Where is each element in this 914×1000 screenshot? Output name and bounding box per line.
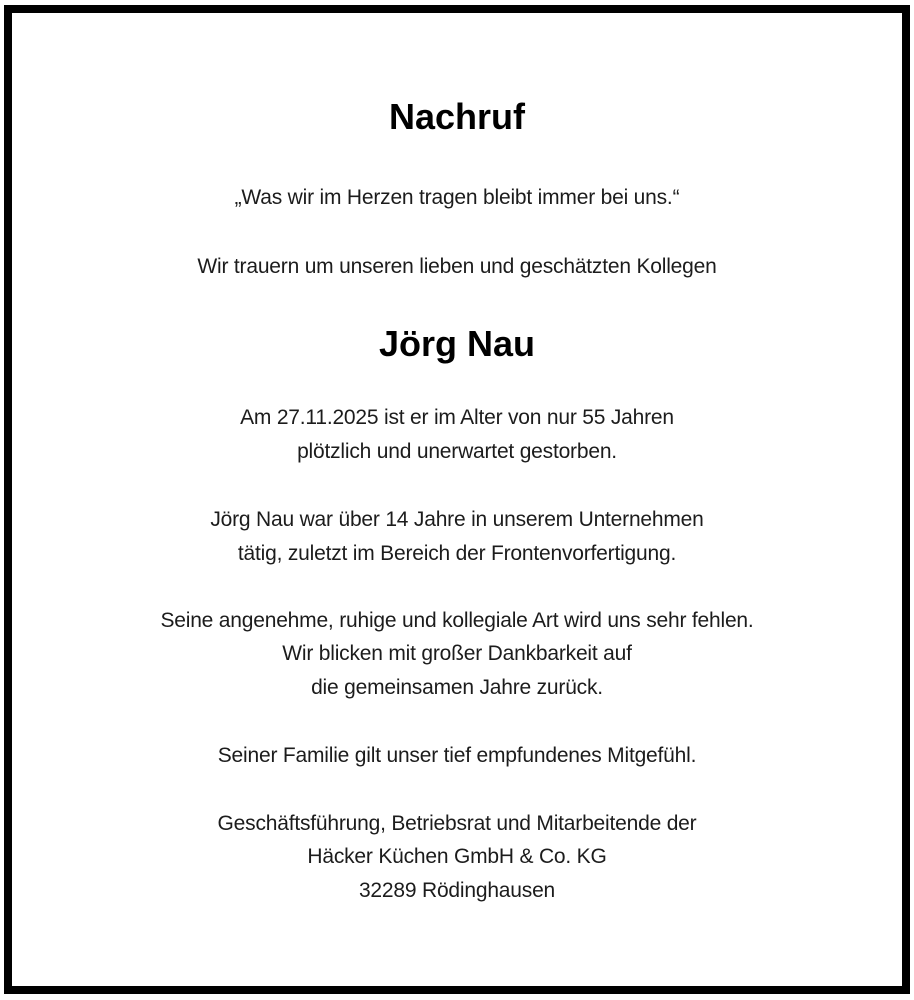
tribute-line-3: die gemeinsamen Jahre zurück. <box>311 676 603 699</box>
deceased-name: Jörg Nau <box>378 323 536 364</box>
intro-text: Wir trauern um unseren lieben und geschätzten Kollegen <box>197 255 717 278</box>
signature-company: Häcker Küchen GmbH & Co. KG <box>307 845 607 868</box>
career-line-2: tätig, zuletzt im Bereich der Frontenvorfertigung. <box>237 542 677 565</box>
signature-location: 32289 Rödinghausen <box>358 879 556 902</box>
tribute-line-2: Wir blicken mit großer Dankbarkeit auf <box>282 642 632 665</box>
death-notice-line-2: plötzlich und unerwartet gestorben. <box>297 440 617 463</box>
condolence-text: Seiner Familie gilt unser tief empfundenes Mitgefühl. <box>217 744 697 767</box>
tribute-line-1: Seine angenehme, ruhige und kollegiale Art wird uns sehr fehlen. <box>160 609 754 632</box>
memorial-quote: „Was wir im Herzen tragen bleibt immer bei uns.“ <box>234 186 680 209</box>
death-notice-line-1: Am 27.11.2025 ist er im Alter von nur 55 Jahren <box>240 406 674 429</box>
signature-line-1: Geschäftsführung, Betriebsrat und Mitarbeitende der <box>217 812 697 835</box>
obituary-title: Nachruf <box>388 96 526 137</box>
career-line-1: Jörg Nau war über 14 Jahre in unserem Unternehmen <box>210 508 704 531</box>
